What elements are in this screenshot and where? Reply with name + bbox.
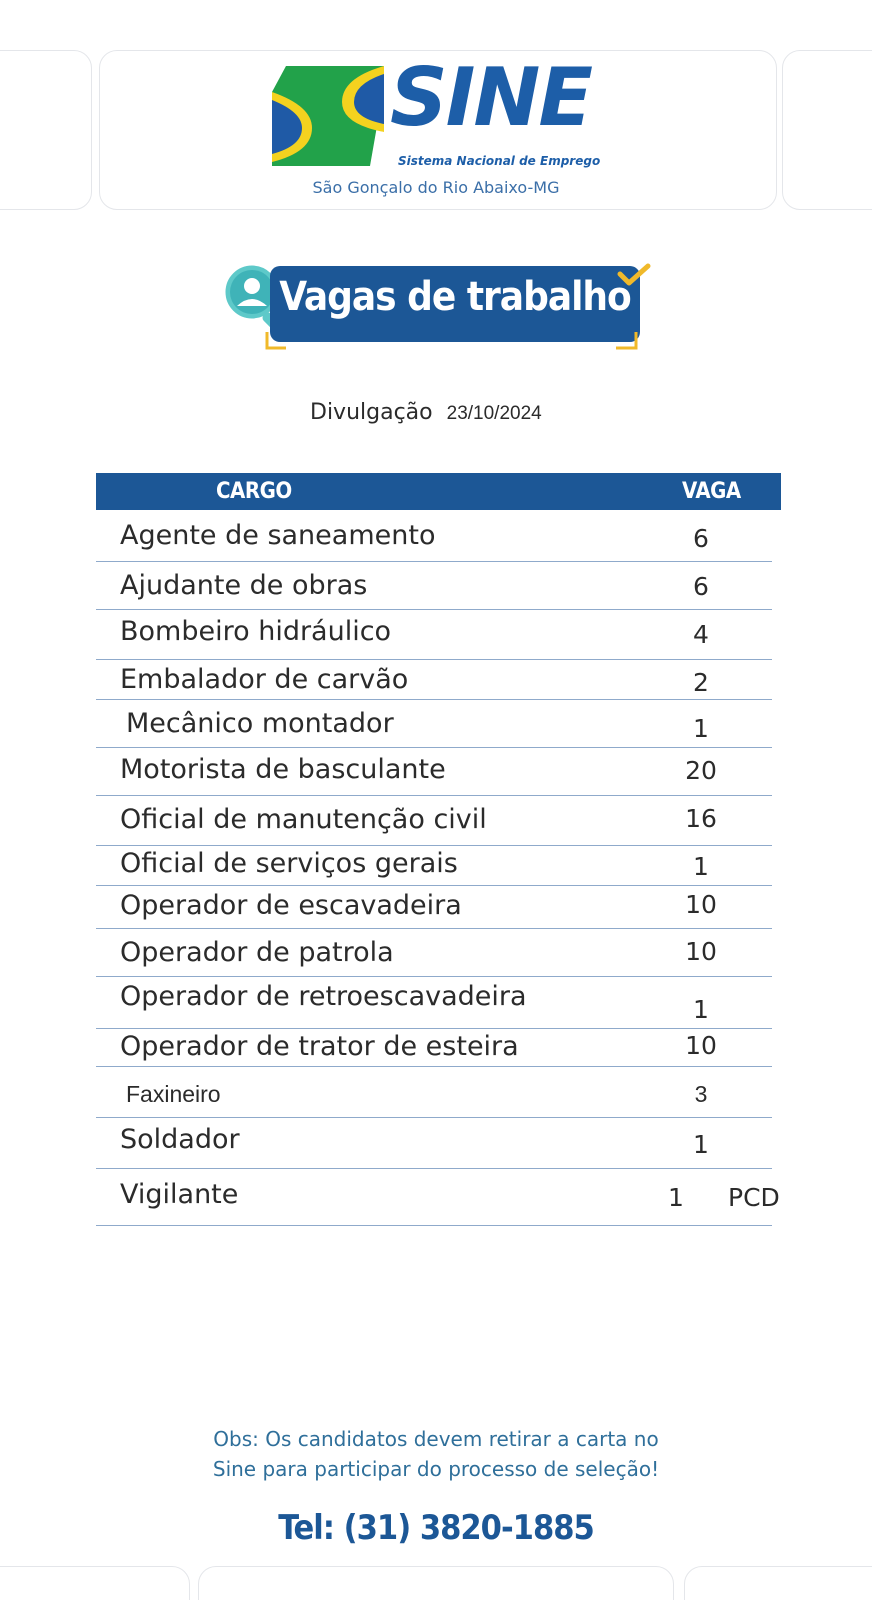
openings-count: 10 <box>685 937 717 966</box>
role-name: Soldador <box>120 1124 240 1155</box>
observation-line-2: Sine para participar do processo de seleção! <box>212 1457 660 1481</box>
table-row <box>96 700 772 748</box>
table-row <box>96 846 772 886</box>
role-name: Mecânico montador <box>126 708 394 739</box>
table-row <box>96 660 772 700</box>
table-row <box>96 796 772 846</box>
role-name: Operador de retroescavadeira <box>120 981 527 1012</box>
role-name: Agente de saneamento <box>120 520 436 551</box>
check-icon <box>616 262 652 288</box>
observation-line-1: Obs: Os candidatos devem retirar a carta no <box>213 1427 659 1451</box>
column-role-header: CARGO <box>216 479 292 504</box>
role-name: Operador de escavadeira <box>120 890 462 921</box>
release-date-row <box>310 400 542 425</box>
role-name: Embalador de carvão <box>120 664 409 695</box>
table-row <box>96 886 772 929</box>
banner-title: Vagas de trabalho <box>279 274 631 320</box>
table-row <box>96 929 772 977</box>
openings-count: 1 <box>693 714 709 743</box>
jobs-banner <box>270 266 640 342</box>
role-name: Vigilante <box>120 1179 239 1210</box>
jobs-table <box>96 510 780 1226</box>
openings-count: 1 <box>693 1130 709 1159</box>
release-label: Divulgação <box>310 400 433 425</box>
openings-count: 10 <box>685 1031 717 1060</box>
footer-card-right <box>684 1566 872 1600</box>
openings-count: 3 <box>694 1081 708 1107</box>
openings-count: 6 <box>693 524 709 553</box>
table-row <box>96 748 772 796</box>
openings-count: 20 <box>685 756 717 785</box>
pcd-note: PCD <box>728 1183 780 1212</box>
role-name: Operador de patrola <box>120 937 394 968</box>
role-name: Operador de trator de esteira <box>120 1031 519 1062</box>
role-name: Bombeiro hidráulico <box>120 616 392 647</box>
phone-number: Tel: (31) 3820-1885 <box>278 1508 594 1548</box>
role-name: Oficial de serviços gerais <box>120 848 458 879</box>
footer-card-left <box>0 1566 190 1600</box>
role-name: Oficial de manutenção civil <box>120 804 487 835</box>
openings-count: 1 <box>693 995 709 1024</box>
table-row <box>96 1067 772 1118</box>
openings-count: 16 <box>685 804 717 833</box>
corner-bracket-right <box>612 330 640 352</box>
table-row <box>96 1169 780 1226</box>
role-name: Motorista de basculante <box>120 754 446 785</box>
table-row <box>96 562 772 610</box>
openings-count: 2 <box>693 668 709 697</box>
openings-count: 4 <box>693 620 709 649</box>
footer-card <box>198 1566 674 1600</box>
location-label: São Gonçalo do Rio Abaixo-MG <box>312 178 560 197</box>
openings-count: 6 <box>693 572 709 601</box>
openings-count: 10 <box>685 890 717 919</box>
sine-logo <box>272 51 612 174</box>
table-row <box>96 1118 772 1169</box>
logo-subtitle: Sistema Nacional de Emprego <box>398 154 601 168</box>
logo-wordmark: SINE <box>390 51 591 144</box>
role-name: Ajudante de obras <box>120 570 368 601</box>
observation-note <box>0 1424 872 1484</box>
brazil-flag-icon <box>272 66 384 166</box>
table-row <box>96 977 772 1029</box>
release-date: 23/10/2024 <box>446 403 542 424</box>
role-name: Faxineiro <box>126 1081 221 1107</box>
openings-count: 1 <box>668 1183 684 1212</box>
corner-bracket-left <box>264 330 290 352</box>
table-header <box>96 473 781 510</box>
openings-count: 1 <box>693 852 709 881</box>
table-row <box>96 1029 772 1067</box>
column-openings-header: VAGA <box>682 479 741 504</box>
table-row <box>96 510 772 562</box>
table-row <box>96 610 772 660</box>
